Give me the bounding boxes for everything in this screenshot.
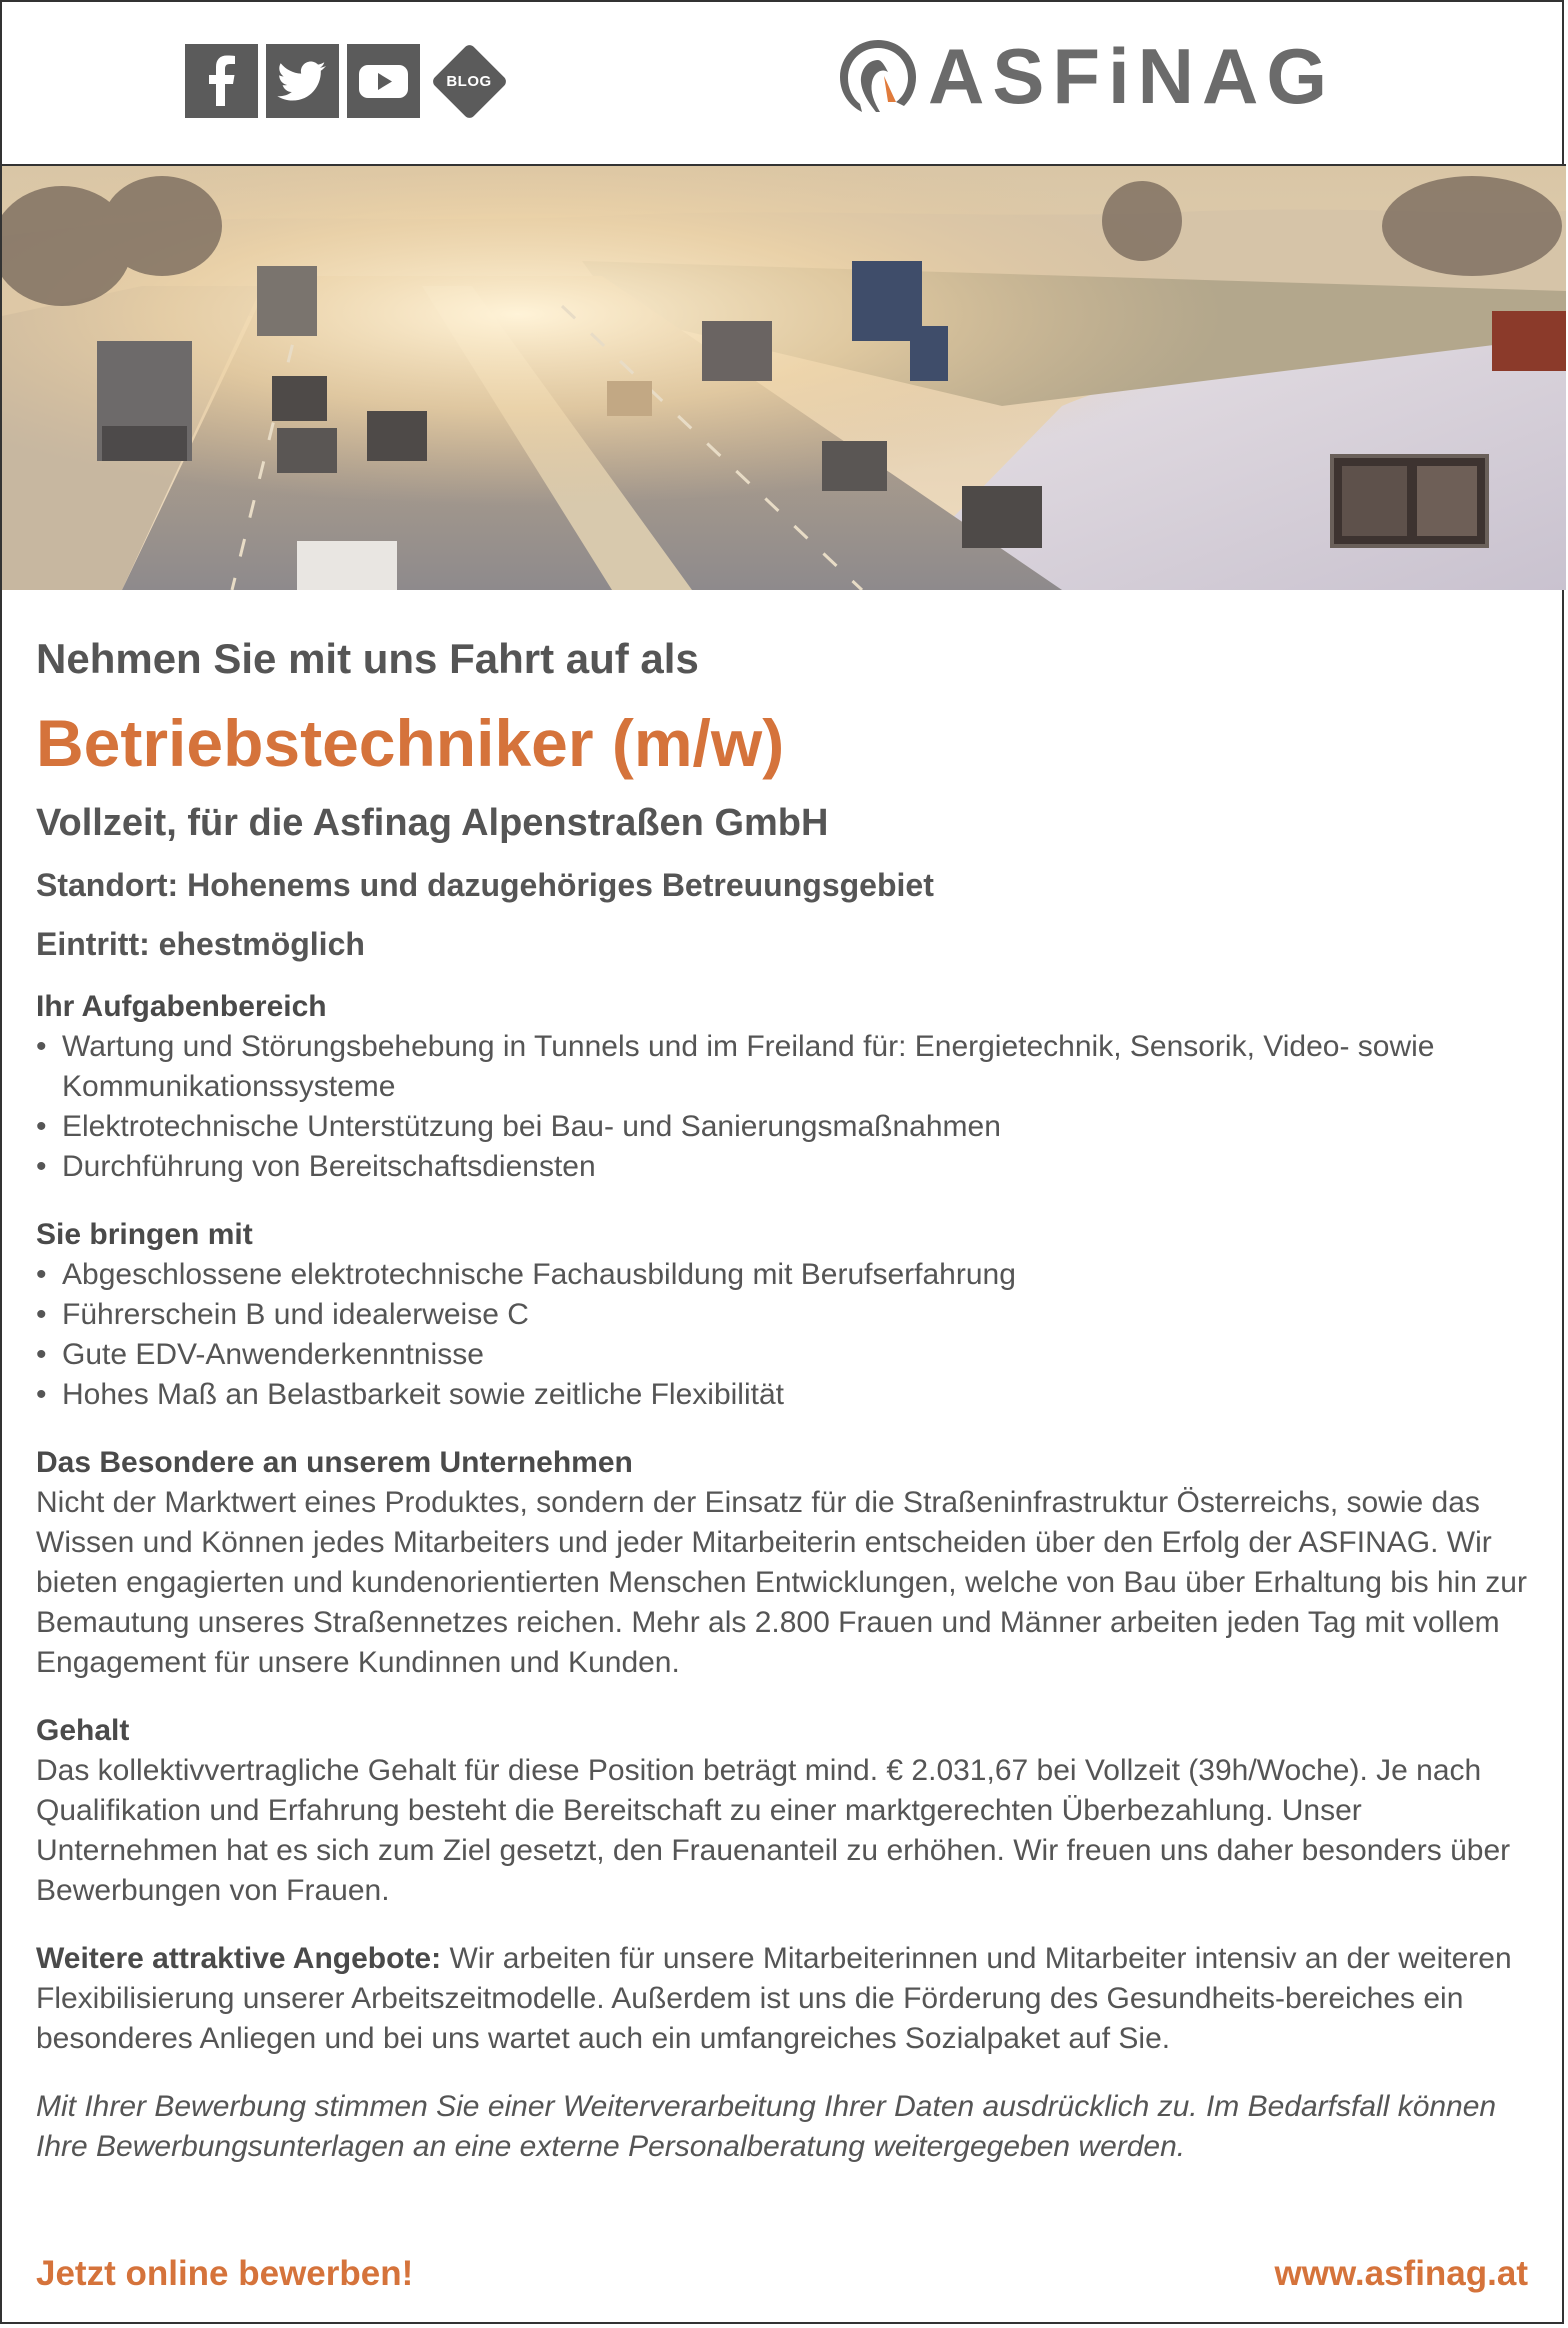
- list-item: • Abgeschlossene elektrotechnische Fachausbildung mit Berufserfahrung: [36, 1255, 1536, 1295]
- start-date: Eintritt: ehestmöglich: [36, 926, 365, 963]
- privacy-section: [36, 2087, 1536, 2167]
- salary-heading: Gehalt: [36, 1714, 130, 1748]
- ad-intro: Nehmen Sie mit uns Fahrt auf als: [36, 635, 699, 682]
- footer: [36, 2254, 1528, 2294]
- requirements-list: [36, 1255, 1536, 1415]
- tasks-list: [36, 1027, 1536, 1187]
- list-item: • Wartung und Störungsbehebung in Tunnels und im Freiland für: Energietechnik, Sensorik, Video- sowie Kommunikationssysteme: [36, 1027, 1536, 1107]
- website-link[interactable]: www.asfinag.at: [1274, 2254, 1528, 2293]
- salary-text: Das kollektivvertragliche Gehalt für diese Position beträgt mind. € 2.031,67 bei Vollzeit (39h/Woche). Je nach Qualifikation und Erfahrung besteht die Bereitschaft zu einer marktgerechten Überbezahlung. Unser Unternehmen hat es sich zum Ziel gesetzt, den Frauenanteil zu erhöhen. Wir freuen uns daher besonders über Bewerbungen von Frauen.: [36, 1754, 1511, 1908]
- offers-text: Wir arbeiten für unsere Mitarbeiterinnen und Mitarbeiter intensiv an der weiteren Flexibilisierung unserer Arbeitszeitmodelle. Außerdem ist uns die Förderung des Gesundheits-bereiches ein besonderes Anliegen und bei uns wartet auch ein umfangreiches Sozialpaket auf Sie.: [36, 1942, 1512, 2056]
- logo-wordmark-text: ASFiNAG: [928, 32, 1335, 120]
- youtube-icon: [347, 44, 420, 118]
- tasks-heading: Ihr Aufgabenbereich: [36, 990, 327, 1024]
- offers-heading: Weitere attraktive Angebote:: [36, 1942, 442, 1976]
- social-links: [185, 42, 508, 120]
- asfinag-logo: [834, 32, 1335, 120]
- logo-wordmark: [928, 32, 1335, 120]
- blog-label: BLOG: [446, 72, 492, 90]
- list-item: • Gute EDV-Anwenderkenntnisse: [36, 1335, 1536, 1375]
- ad-content: [36, 590, 1536, 2167]
- list-item: • Führerschein B und idealerweise C: [36, 1295, 1536, 1335]
- salary-section: [36, 1711, 1536, 1911]
- list-item: • Hohes Maß an Belastbarkeit sowie zeitliche Flexibilität: [36, 1375, 1536, 1415]
- twitter-icon: [266, 44, 339, 118]
- company-text: Nicht der Marktwert eines Produktes, sondern der Einsatz für die Straßeninfrastruktur Österreichs, sowie das Wissen und Können jedes Mitarbeiters und jeder Mitarbeiterin entscheiden über den Erfolg der ASFINAG. Wir bieten engagierten und kundenorientierten Menschen Entwicklungen, welche von Bau über Erhaltung bis hin zur Bemautung unseres Straßennetzes reichen. Mehr als 2.800 Frauen und Männer arbeiten jeden Tag mit vollem Engagement für unsere Kundinnen und Kunden.: [36, 1486, 1527, 1680]
- youtube-link[interactable]: [347, 44, 420, 118]
- job-title: Betriebstechniker (m/w): [36, 706, 785, 781]
- employment-type: Vollzeit, für die Asfinag Alpenstraßen GmbH: [36, 802, 829, 845]
- apply-online-link[interactable]: Jetzt online bewerben!: [36, 2254, 414, 2293]
- facebook-icon: [185, 44, 258, 118]
- job-location: Standort: Hohenems und dazugehöriges Betreuungsgebiet: [36, 867, 934, 904]
- header: [2, 2, 1566, 166]
- asfinag-logo-mark-icon: [834, 32, 922, 120]
- twitter-link[interactable]: [266, 44, 339, 118]
- highway-photo: [2, 166, 1566, 590]
- privacy-note: Mit Ihrer Bewerbung stimmen Sie einer Weiterverarbeitung Ihrer Daten ausdrücklich zu. Im Bedarfsfall können Ihre Bewerbungsunterlagen an eine externe Personalberatung weitergegeben werden.: [36, 2090, 1497, 2164]
- requirements-heading: Sie bringen mit: [36, 1218, 253, 1252]
- offers-paragraph: [36, 1939, 1536, 2059]
- facebook-link[interactable]: [185, 44, 258, 118]
- company-heading: Das Besondere an unserem Unternehmen: [36, 1446, 633, 1480]
- blog-link[interactable]: [430, 42, 508, 120]
- highway-photo-illustration: [2, 166, 1566, 590]
- list-item: • Elektrotechnische Unterstützung bei Bau- und Sanierungsmaßnahmen: [36, 1107, 1536, 1147]
- list-item: • Durchführung von Bereitschaftsdiensten: [36, 1147, 1536, 1187]
- offers-section: [36, 1939, 1536, 2059]
- requirements-section: [36, 1215, 1536, 1415]
- tasks-section: [36, 987, 1536, 1187]
- company-section: [36, 1443, 1536, 1683]
